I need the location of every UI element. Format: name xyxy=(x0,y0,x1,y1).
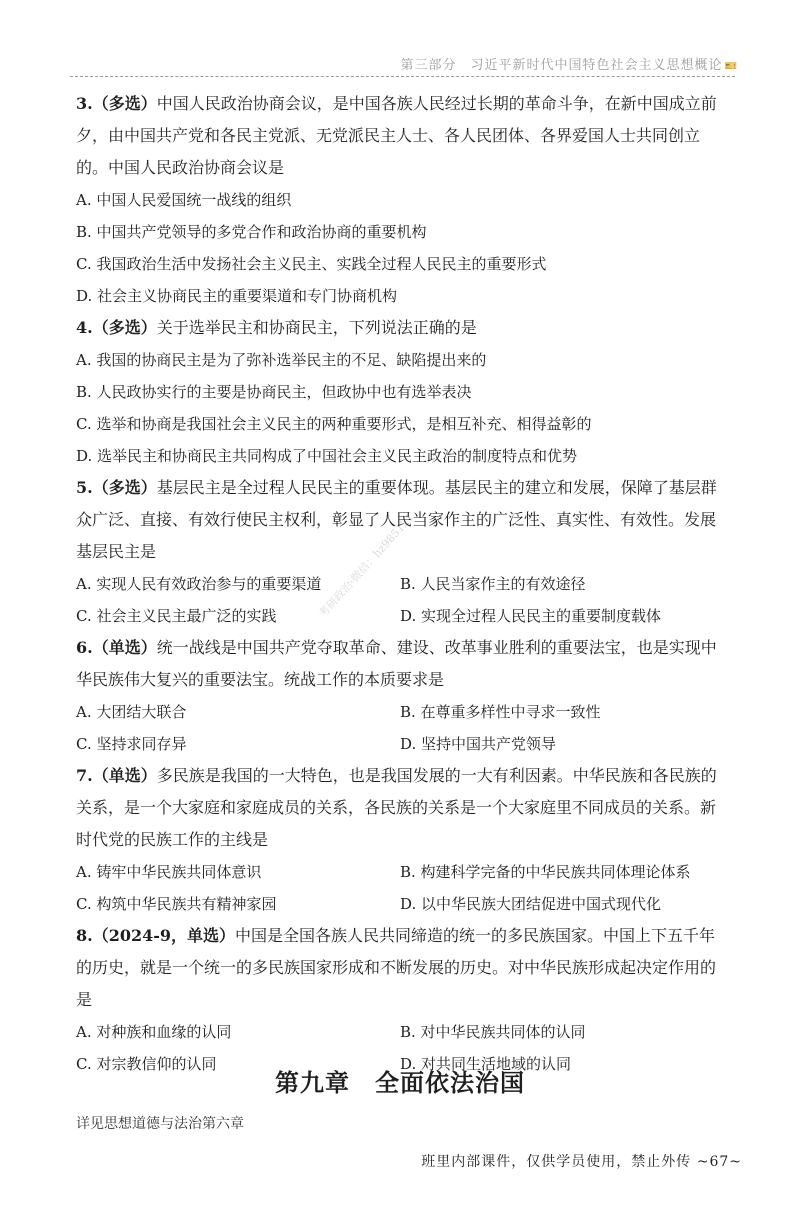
watermark: 考研政治·微信：hz985121 xyxy=(316,510,417,621)
question-stem xyxy=(76,920,726,1016)
question-number: 4. xyxy=(76,318,93,337)
option-b: B. 在尊重多样性中寻求一致性 xyxy=(400,703,601,721)
option-d: D. 选举民主和协商民主共同构成了中国社会主义民主政治的制度特点和优势 xyxy=(76,447,578,465)
header-badge-icon: 🎫 xyxy=(724,61,738,72)
question-number: 8. xyxy=(76,926,93,945)
option-a: A. 中国人民爱国统一战线的组织 xyxy=(76,191,292,209)
option-a: A. 我国的协商民主是为了弥补选举民主的不足、缺陷提出来的 xyxy=(76,351,487,369)
question-type: （多选） xyxy=(92,478,157,497)
page-footer: 班里内部课件，仅供学员使用，禁止外传 ~67~ xyxy=(421,1154,742,1170)
option-b: B. 人民当家作主的有效途径 xyxy=(400,575,586,593)
option-d: D. 坚持中国共产党领导 xyxy=(400,735,557,753)
option-b: B. 中国共产党领导的多党合作和政治协商的重要机构 xyxy=(76,223,427,241)
question-number: 7. xyxy=(76,766,93,785)
question-text: 多民族是我国的一大特色，也是我国发展的一大有利因素。中华民族和各民族的关系，是一个大家庭和家庭成员的关系，各民族的关系是一个大家庭里不同成员的关系。新时代党的民族工作的主线是 xyxy=(76,766,717,849)
question-type: （单选） xyxy=(92,638,157,657)
option-a: A. 对种族和血缘的认同 xyxy=(76,1023,232,1041)
question-7 xyxy=(76,760,726,920)
question-stem xyxy=(76,312,726,344)
question-text: 中国是全国各族人民共同缔造的统一的多民族国家。中国上下五千年的历史，就是一个统一的多民族国家形成和不断发展的历史。对中华民族形成起决定作用的是 xyxy=(76,926,717,1009)
option-a: A. 铸牢中华民族共同体意识 xyxy=(76,863,262,881)
running-header-title: 第三部分 习近平新时代中国特色社会主义思想概论 xyxy=(400,58,723,73)
option-d: D. 以中华民族大团结促进中国式现代化 xyxy=(400,895,662,913)
question-stem xyxy=(76,760,726,856)
option-c: C. 构筑中华民族共有精神家园 xyxy=(76,895,277,913)
option-d: D. 社会主义协商民主的重要渠道和专门协商机构 xyxy=(76,287,398,305)
question-list xyxy=(76,88,726,1080)
question-number: 3. xyxy=(76,94,93,113)
option-d: D. 对共同生活地域的认同 xyxy=(400,1055,572,1073)
option-grid xyxy=(76,696,726,760)
question-5 xyxy=(76,472,726,632)
question-type: （单选） xyxy=(92,766,157,785)
option-b: B. 构建科学完备的中华民族共同体理论体系 xyxy=(400,863,691,881)
question-type: （多选） xyxy=(92,94,157,113)
option-list xyxy=(76,344,726,472)
cross-reference-note: 详见思想道德与法治第六章 xyxy=(76,1116,244,1132)
running-header xyxy=(401,54,738,73)
option-c: C. 对宗教信仰的认同 xyxy=(76,1055,217,1073)
option-grid xyxy=(76,856,726,920)
option-a: A. 实现人民有效政治参与的重要渠道 xyxy=(76,575,322,593)
question-text: 关于选举民主和协商民主，下列说法正确的是 xyxy=(156,318,477,337)
option-d: D. 实现全过程人民民主的重要制度载体 xyxy=(400,607,662,625)
question-type: （多选） xyxy=(92,318,157,337)
option-a: A. 大团结大联合 xyxy=(76,703,187,721)
option-b: B. 人民政协实行的主要是协商民主，但政协中也有选举表决 xyxy=(76,383,472,401)
question-6 xyxy=(76,632,726,760)
option-c: C. 坚持求同存异 xyxy=(76,735,187,753)
question-text: 中国人民政治协商会议，是中国各族人民经过长期的革命斗争，在新中国成立前夕，由中国共产党和各民主党派、无党派民主人士、各人民团体、各界爱国人士共同创立的。中国人民政治协商会议是 xyxy=(76,94,717,177)
question-3 xyxy=(76,88,726,312)
question-stem xyxy=(76,472,726,568)
question-8 xyxy=(76,920,726,1080)
option-c: C. 选举和协商是我国社会主义民主的两种重要形式，是相互补充、相得益彰的 xyxy=(76,415,592,433)
option-c: C. 我国政治生活中发扬社会主义民主、实践全过程人民民主的重要形式 xyxy=(76,255,547,273)
option-c: C. 社会主义民主最广泛的实践 xyxy=(76,607,277,625)
option-grid xyxy=(76,568,726,632)
question-4 xyxy=(76,312,726,472)
option-list xyxy=(76,184,726,312)
question-number: 6. xyxy=(76,638,93,657)
question-stem xyxy=(76,632,726,696)
question-stem xyxy=(76,88,726,184)
question-number: 5. xyxy=(76,478,93,497)
option-b: B. 对中华民族共同体的认同 xyxy=(400,1023,586,1041)
question-text: 基层民主是全过程人民民主的重要体现。基层民主的建立和发展，保障了基层群众广泛、直接、有效行使民主权利，彰显了人民当家作主的广泛性、真实性、有效性。发展基层民主是 xyxy=(76,478,717,561)
chapter-title: 第九章 全面依法治国 xyxy=(275,1069,525,1097)
question-type: （2024-9，单选） xyxy=(92,926,236,945)
question-text: 统一战线是中国共产党夺取革命、建设、改革事业胜利的重要法宝，也是实现中华民族伟大复兴的重要法宝。统战工作的本质要求是 xyxy=(76,638,717,689)
header-divider xyxy=(70,76,735,77)
